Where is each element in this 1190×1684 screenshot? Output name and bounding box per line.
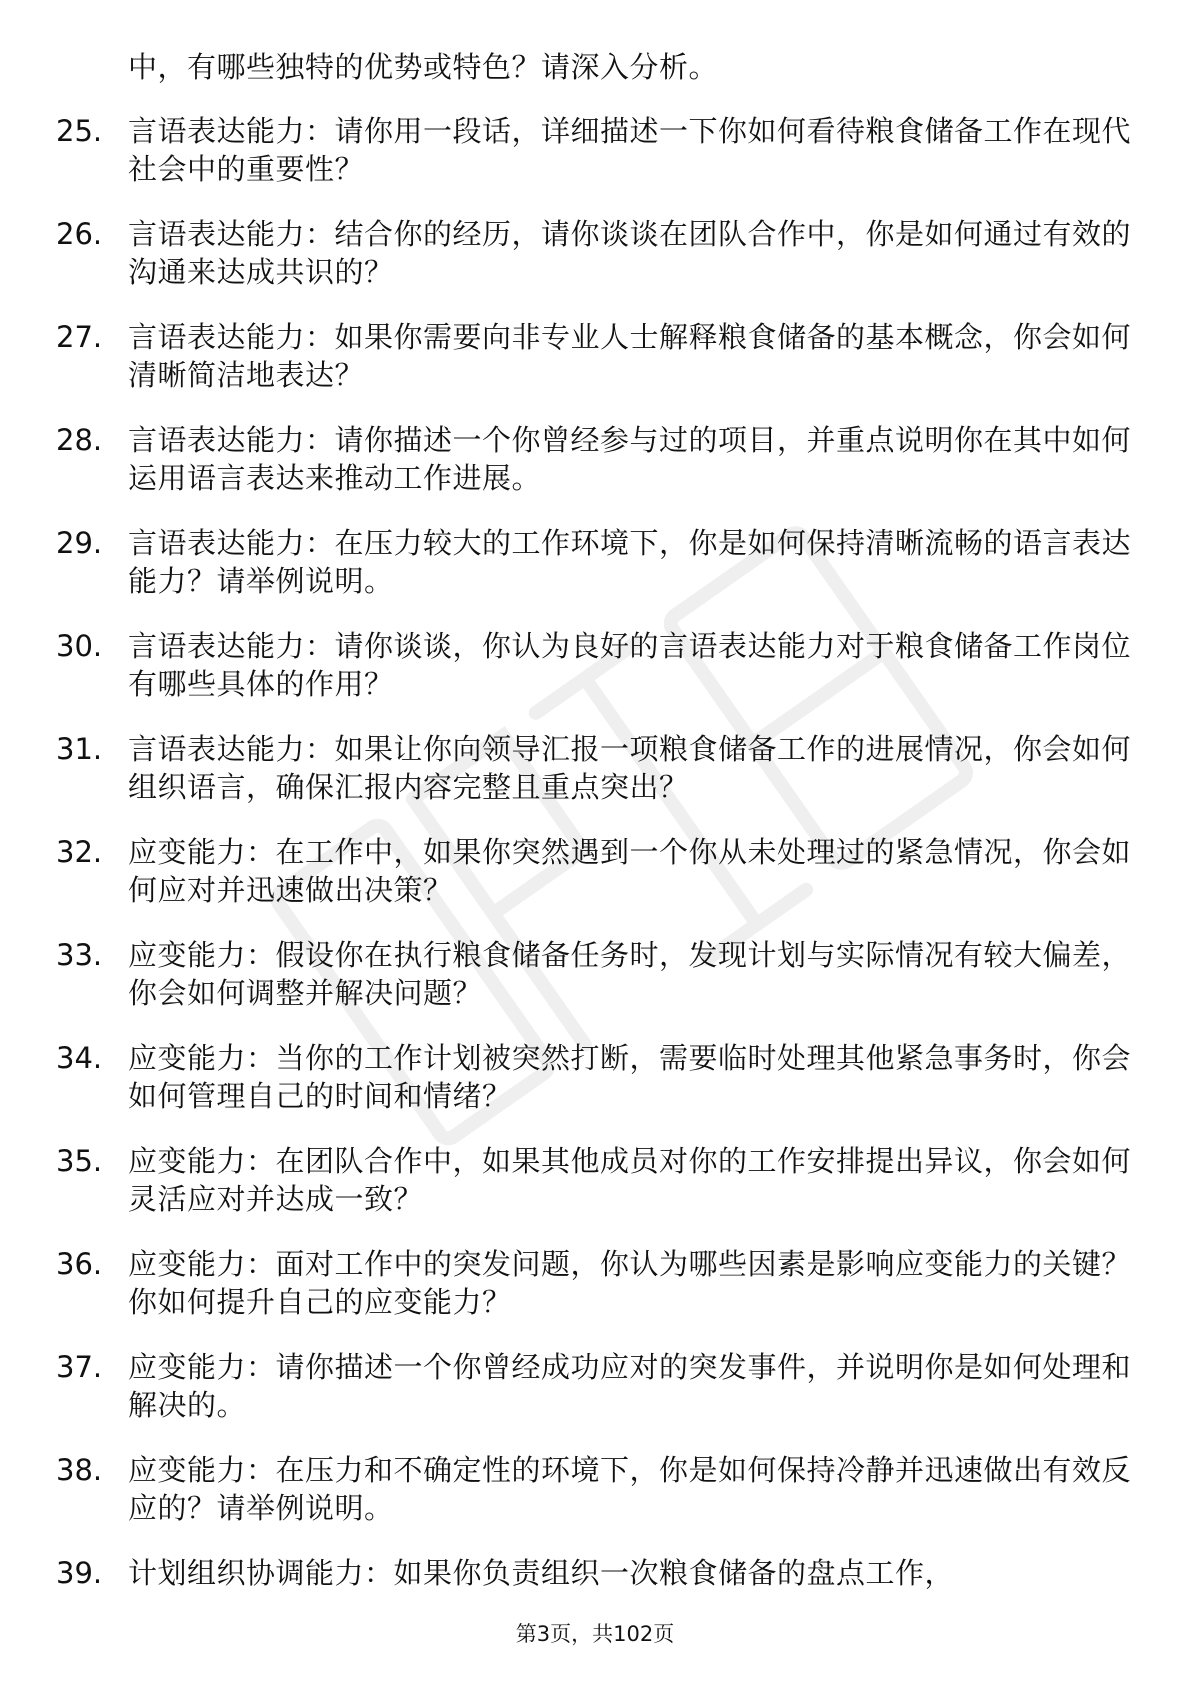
question-text: 言语表达能力：如果你需要向非专业人士解释粮食储备的基本概念，你会如何清晰简洁地表达？ — [128, 320, 1132, 392]
question-text: 计划组织协调能力：如果你负责组织一次粮食储备的盘点工作， — [128, 1556, 955, 1590]
question-text: 言语表达能力：请你用一段话，详细描述一下你如何看待粮食储备工作在现代社会中的重要性？ — [128, 114, 1132, 186]
list-item — [0, 112, 1190, 215]
question-text: 言语表达能力：如果让你向领导汇报一项粮食储备工作的进展情况，你会如何组织语言，确保汇报内容完整且重点突出？ — [128, 732, 1132, 804]
question-text: 应变能力：假设你在执行粮食储备任务时，发现计划与实际情况有较大偏差，你会如何调整并解决问题？ — [128, 938, 1132, 1010]
question-number: 29. — [56, 526, 103, 560]
question-text: 言语表达能力：请你谈谈，你认为良好的言语表达能力对于粮食储备工作岗位有哪些具体的作用？ — [128, 629, 1132, 701]
list-item — [0, 1142, 1190, 1245]
question-text: 应变能力：在团队合作中，如果其他成员对你的工作安排提出异议，你会如何灵活应对并达成一致？ — [128, 1144, 1132, 1216]
question-text: 应变能力：在压力和不确定性的环境下，你是如何保持冷静并迅速做出有效反应的？请举例说明。 — [128, 1453, 1132, 1525]
question-number: 34. — [56, 1041, 103, 1075]
question-number: 37. — [56, 1350, 103, 1384]
question-text: 应变能力：面对工作中的突发问题，你认为哪些因素是影响应变能力的关键？你如何提升自己的应变能力？ — [128, 1247, 1132, 1319]
question-number: 36. — [56, 1247, 103, 1281]
page-number-footer: 第3页，共102页 — [515, 1622, 675, 1646]
question-number: 25. — [56, 114, 103, 148]
question-text: 应变能力：在工作中，如果你突然遇到一个你从未处理过的紧急情况，你会如何应对并迅速做出决策？ — [128, 835, 1132, 907]
list-item — [0, 1348, 1190, 1451]
list-item — [0, 730, 1190, 833]
question-number: 32. — [56, 835, 103, 869]
list-item — [0, 524, 1190, 627]
list-item — [0, 1451, 1190, 1554]
question-number: 31. — [56, 732, 103, 766]
question-number: 39. — [56, 1556, 103, 1590]
list-item — [0, 1245, 1190, 1348]
question-number: 33. — [56, 938, 103, 972]
question-text: 言语表达能力：在压力较大的工作环境下，你是如何保持清晰流畅的语言表达能力？请举例说明。 — [128, 526, 1132, 598]
question-text: 应变能力：请你描述一个你曾经成功应对的突发事件，并说明你是如何处理和解决的。 — [128, 1350, 1132, 1422]
continuation-line: 中，有哪些独特的优势或特色？请深入分析。 — [128, 50, 719, 84]
question-number: 28. — [56, 423, 103, 457]
question-text: 言语表达能力：结合你的经历，请你谈谈在团队合作中，你是如何通过有效的沟通来达成共识的？ — [128, 217, 1132, 289]
list-item — [0, 318, 1190, 421]
question-number: 30. — [56, 629, 103, 663]
list-item — [0, 833, 1190, 936]
question-number: 27. — [56, 320, 103, 354]
question-number: 35. — [56, 1144, 103, 1178]
list-item — [0, 421, 1190, 524]
question-text: 言语表达能力：请你描述一个你曾经参与过的项目，并重点说明你在其中如何运用语言表达来推动工作进展。 — [128, 423, 1132, 495]
list-item — [0, 215, 1190, 318]
list-item — [0, 936, 1190, 1039]
question-number: 26. — [56, 217, 103, 251]
list-item — [0, 627, 1190, 730]
list-item — [0, 1039, 1190, 1142]
question-text: 应变能力：当你的工作计划被突然打断，需要临时处理其他紧急事务时，你会如何管理自己的时间和情绪？ — [128, 1041, 1132, 1113]
question-list — [0, 112, 1190, 1657]
question-number: 38. — [56, 1453, 103, 1487]
